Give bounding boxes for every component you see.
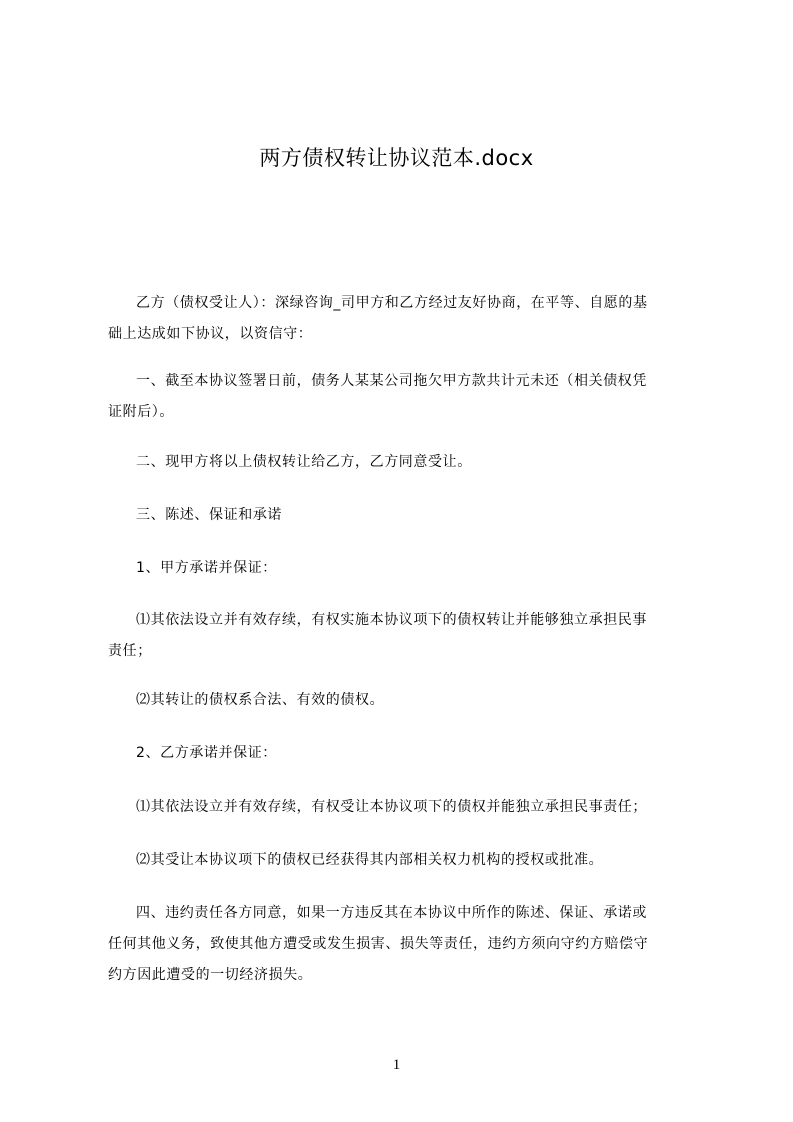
- paragraph-line: 三、陈述、保证和承诺: [136, 507, 282, 523]
- paragraph-line: ⑴其依法设立并有效存续，有权受让本协议项下的债权并能独立承担民事责任；: [136, 799, 647, 815]
- paragraph-party-a-warranty-1: [108, 605, 708, 667]
- paragraph-line: 约方因此遭受的一切经济损失。: [108, 967, 313, 983]
- paragraph-line: 任何其他义务，致使其他方遭受或发生损害、损失等责任，违约方须向守约方赔偿守: [108, 936, 649, 952]
- paragraph-line: ⑵其转让的债权系合法、有效的债权。: [136, 692, 385, 708]
- paragraph-line: 一、截至本协议签署日前，债务人某某公司拖欠甲方款共计元未还（相关债权凭: [136, 373, 647, 389]
- paragraph-line: 四、违约责任各方同意，如果一方违反其在本协议中所作的陈述、保证、承诺或: [136, 905, 647, 921]
- paragraph-line: 础上达成如下协议，以资信守：: [108, 326, 313, 342]
- paragraph-line: 1、甲方承诺并保证：: [136, 560, 277, 576]
- paragraph-party-b-warranty-1: [108, 792, 708, 823]
- paragraph-line: ⑵其受让本协议项下的债权已经获得其内部相关权力机构的授权或批准。: [136, 852, 604, 868]
- paragraph-party-b-warranty-2: [108, 845, 708, 876]
- paragraph-party-b: [108, 288, 708, 350]
- paragraph-party-a-warranty-heading: [108, 553, 708, 584]
- paragraph-line: 证附后）。: [108, 404, 174, 420]
- paragraph-line: 乙方（债权受让人）：深绿咨询_司甲方和乙方经过友好协商，在平等、自愿的基: [136, 295, 648, 311]
- paragraph-line: ⑴其依法设立并有效存续，有权实施本协议项下的债权转让并能够独立承担民事: [136, 612, 647, 628]
- document-title: 两方债权转让协议范本.docx: [259, 146, 534, 170]
- paragraph-party-a-warranty-2: [108, 685, 708, 716]
- paragraph-line: 责任；: [108, 643, 152, 659]
- paragraph-clause-3-heading: [108, 500, 708, 531]
- paragraph-clause-1: [108, 366, 708, 428]
- paragraph-line: 二、现甲方将以上债权转让给乙方，乙方同意受让。: [136, 454, 472, 470]
- paragraph-clause-2: [108, 447, 708, 478]
- paragraph-line: 2、乙方承诺并保证：: [136, 745, 277, 761]
- page-number: 1: [392, 1057, 401, 1073]
- paragraph-clause-4: [108, 898, 708, 991]
- paragraph-party-b-warranty-heading: [108, 738, 708, 769]
